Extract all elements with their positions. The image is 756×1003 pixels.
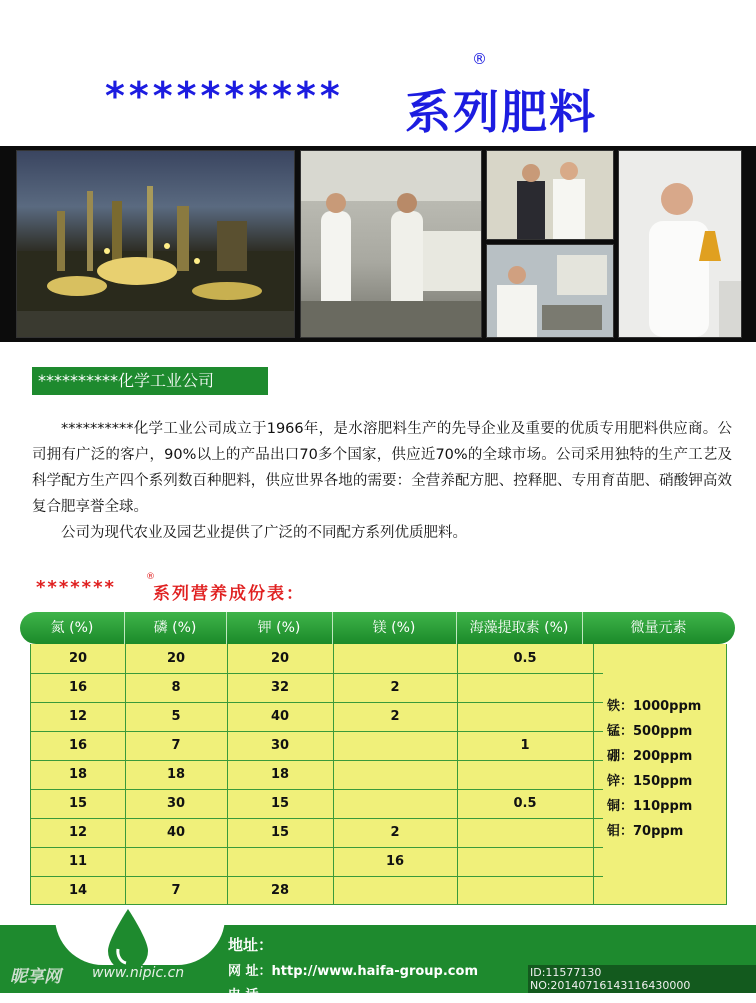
table-cell (457, 847, 593, 876)
nutrient-table (20, 612, 735, 904)
table-cell (457, 760, 593, 789)
table-cell: 15 (68, 796, 88, 811)
registered-mark: ® (472, 50, 487, 68)
table-row (31, 847, 603, 877)
table-body (30, 644, 727, 905)
company-section-tag: **********化学工业公司 (32, 367, 268, 395)
column-divider (333, 644, 334, 904)
table-cell: 18 (68, 767, 88, 782)
table-cell: 16 (385, 854, 405, 869)
trace-element-item: 硼：200ppm (607, 749, 693, 764)
table-title-text: 系列营养成份表： (153, 584, 305, 604)
column-divider (593, 644, 594, 904)
table-cell (333, 876, 457, 905)
intro-text-1: **********化学工业公司成立于1966年，是水溶肥料生产的先导企业及重要的优质专用肥料供应商。公司拥有广泛的客户，90%以上的产品出口70多个国家，供应近70%的全球市场。公司采用独特的生产工艺及科学配方生产四个系列数百种肥料，供应世界各地的需要：全营养配方肥、控释肥、专用育苗肥、硝酸钾高效复合肥享誉全球。 (32, 421, 732, 515)
table-cell: 30 (270, 738, 290, 753)
table-cell: 1 (520, 738, 530, 753)
droplet-icon (106, 909, 150, 973)
lab-technician-photo (486, 244, 614, 338)
header-separator (582, 612, 583, 644)
trace-element-item: 铜：110ppm (607, 799, 693, 814)
table-row (31, 818, 603, 848)
table-header-cell: 镁 (%) (372, 620, 416, 636)
table-title-reg: ® (146, 572, 155, 582)
table-cell: 2 (390, 680, 400, 695)
table-title-stars: ******* (36, 577, 116, 598)
table-cell: 20 (270, 651, 290, 666)
address-label: 地址： (228, 936, 274, 954)
brochure-title (100, 50, 660, 140)
table-cell: 12 (68, 825, 88, 840)
trace-element-item: 锌：150ppm (607, 774, 693, 789)
table-cell (457, 702, 593, 731)
table-row (31, 644, 603, 674)
intro-text-2: 公司为现代农业及园艺业提供了广泛的不同配方系列优质肥料。 (61, 525, 467, 541)
company-intro (32, 416, 732, 546)
table-row (31, 789, 603, 819)
table-cell: 8 (171, 680, 181, 695)
intro-paragraph-1 (32, 416, 732, 520)
photo-strip (0, 146, 756, 342)
website-text: 网 址：http://www.haifa-group.com (228, 964, 478, 979)
column-divider (125, 644, 126, 904)
trace-element-item: 锰：500ppm (607, 724, 693, 739)
table-cell: 15 (270, 796, 290, 811)
trace-elements-list (607, 694, 722, 844)
table-cell: 7 (171, 883, 181, 898)
table-cell: 32 (270, 680, 290, 695)
table-cell: 0.5 (513, 796, 537, 811)
factory-night-photo (16, 150, 295, 338)
table-cell: 16 (68, 738, 88, 753)
table-cell (333, 644, 457, 673)
table-cell (333, 760, 457, 789)
intro-paragraph-2 (32, 520, 732, 546)
column-divider (227, 644, 228, 904)
table-cell: 28 (270, 883, 290, 898)
trace-element-item: 钼：70ppm (607, 824, 684, 839)
table-row (31, 702, 603, 732)
table-cell: 18 (270, 767, 290, 782)
table-cell: 20 (166, 651, 186, 666)
table-header (20, 612, 735, 644)
table-row (31, 760, 603, 790)
table-cell: 18 (166, 767, 186, 782)
watermark-logo: 昵享网 (10, 967, 61, 987)
table-title (36, 574, 396, 604)
table-cell: 12 (68, 709, 88, 724)
phone-label: 电 话 (228, 988, 259, 1003)
watermark-url: www.nipic.cn (92, 965, 185, 981)
scientists-discussion-photo (486, 150, 614, 240)
column-divider (457, 644, 458, 904)
table-cell (457, 673, 593, 702)
table-cell (333, 731, 457, 760)
table-cell: 20 (68, 651, 88, 666)
header-separator (456, 612, 457, 644)
table-cell: 7 (171, 738, 181, 753)
title-main: 系列肥料 (405, 85, 597, 139)
title-stars: ********** (105, 74, 344, 118)
table-cell: 40 (270, 709, 290, 724)
table-row (31, 673, 603, 703)
header-separator (226, 612, 227, 644)
table-cell: 15 (270, 825, 290, 840)
table-header-cell: 氮 (%) (50, 620, 94, 636)
table-cell: 2 (390, 709, 400, 724)
table-header-cell: 海藻提取素 (%) (469, 620, 569, 636)
table-cell (125, 847, 227, 876)
table-cell: 14 (68, 883, 88, 898)
image-id-stamp: ID:11577130 NO:20140716143116430000 (528, 965, 756, 993)
table-cell: 5 (171, 709, 181, 724)
table-header-cell: 微量元素 (630, 620, 687, 636)
table-cell (457, 818, 593, 847)
table-cell (333, 789, 457, 818)
table-cell: 40 (166, 825, 186, 840)
table-cell: 30 (166, 796, 186, 811)
table-row (31, 876, 603, 905)
table-cell (227, 847, 333, 876)
table-cell: 2 (390, 825, 400, 840)
trace-element-item: 铁：1000ppm (607, 699, 702, 714)
header-separator (332, 612, 333, 644)
lab-workers-photo (300, 150, 482, 338)
table-row (31, 731, 603, 761)
table-cell: 11 (68, 854, 88, 869)
table-cell: 16 (68, 680, 88, 695)
table-cell: 0.5 (513, 651, 537, 666)
table-header-cell: 钾 (%) (257, 620, 301, 636)
table-cell (457, 876, 593, 905)
table-header-cell: 磷 (%) (153, 620, 197, 636)
chemist-flask-photo (618, 150, 742, 338)
header-separator (124, 612, 125, 644)
